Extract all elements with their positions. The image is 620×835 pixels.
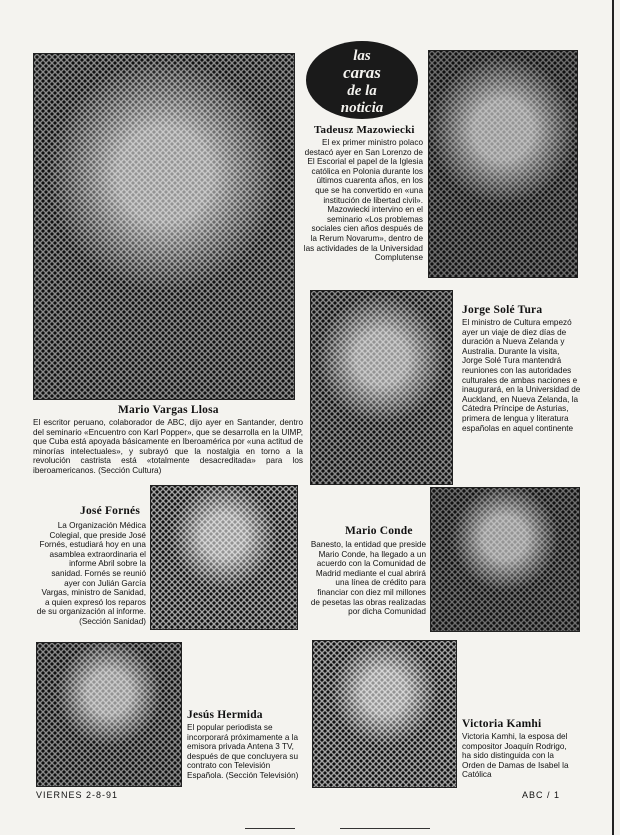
caption-conde: Banesto, la entidad que preside Mario Conde, ha llegado a un acuerdo con la Comunidad de Madrid mediante el cual abrirá una línea de crédito para financiar con diez mil millones de pesetas las obras realizadas por dicha Comunidad <box>310 540 426 617</box>
caption-hermida: El popular periodista se incorporará próximamente a la emisora privada Antena 3 TV, después de que concluyera su contrato con Televisión Española. (Sección Televisión) <box>187 723 299 780</box>
caption-mazowiecki: El ex primer ministro polaco destacó ayer en San Lorenzo de El Escorial el papel de la Iglesia católica en Polonia durante los últimos cuarenta años, en los que se ha convertido en «una institución de libertad civil». Mazowiecki intervino en el seminario «Los problemas sociales cien años después de la Rerum Novarum», dentro de las actividades de la Universidad Complutense <box>303 138 423 263</box>
caption-vargas-llosa: El escritor peruano, colaborador de ABC, dijo ayer en Santander, dentro del seminario «Encuentro con Karl Popper», que se desarrolla en la UIMP, que Cuba está apoyada básicamente en Iberoamérica por «una actitud de minorías intelectuales», y subrayó que la nostalgia en torno a la revolución castrista está «totalmente desacreditada» para los iberoamericanos. (Sección Cultura) <box>33 418 303 475</box>
section-logo <box>305 40 420 120</box>
name-kamhi: Victoria Kamhi <box>462 718 542 730</box>
section-logo-art <box>305 40 420 120</box>
photo-conde <box>430 487 580 632</box>
photo-sole-tura <box>310 290 453 485</box>
footer-date: VIERNES 2-8-91 <box>36 790 119 800</box>
photo-vargas-llosa <box>33 53 295 400</box>
name-conde: Mario Conde <box>345 525 413 537</box>
bottom-rule-right <box>340 828 430 829</box>
footer-page: ABC / 1 <box>522 790 561 800</box>
name-vargas-llosa: Mario Vargas Llosa <box>118 404 219 416</box>
logo-line-3: de la <box>347 83 377 99</box>
scan-edge <box>612 0 614 835</box>
name-hermida: Jesús Hermida <box>187 709 263 721</box>
name-fornes: José Fornés <box>80 505 141 517</box>
photo-mazowiecki <box>428 50 578 278</box>
photo-hermida <box>36 642 182 787</box>
bottom-rule-left <box>245 828 295 829</box>
caption-sole-tura: El ministro de Cultura empezó ayer un viaje de diez días de duración a Nueva Zelanda y Australia. Durante la visita, Jorge Solé Tura mantendrá reuniones con las autoridades culturales de ambas naciones e inaugurará, en la Universidad de Auckland, en Nueva Zelanda, la Cátedra Príncipe de Asturias, primera de lengua y literatura españolas en aquel continente <box>462 318 581 433</box>
photo-fornes <box>150 485 298 630</box>
name-sole-tura: Jorge Solé Tura <box>462 304 543 316</box>
logo-line-1: las <box>353 48 371 64</box>
logo-line-2: caras <box>343 63 381 82</box>
name-mazowiecki: Tadeusz Mazowiecki <box>314 124 415 136</box>
logo-line-4: noticia <box>340 100 384 116</box>
caption-fornes: La Organización Médica Colegial, que preside José Fornés, estudiará hoy en una asamblea extraordinaria el informe Abril sobre la sanidad. Fornés se reunió ayer con Julián García Vargas, ministro de Sanidad, a quien expresó los reparos de su organización al informe. (Sección Sanidad) <box>36 521 146 626</box>
caption-kamhi: Victoria Kamhi, la esposa del compositor Joaquín Rodrigo, ha sido distinguida con la Orden de Damas de Isabel la Católica <box>462 732 569 780</box>
photo-kamhi <box>312 640 457 788</box>
